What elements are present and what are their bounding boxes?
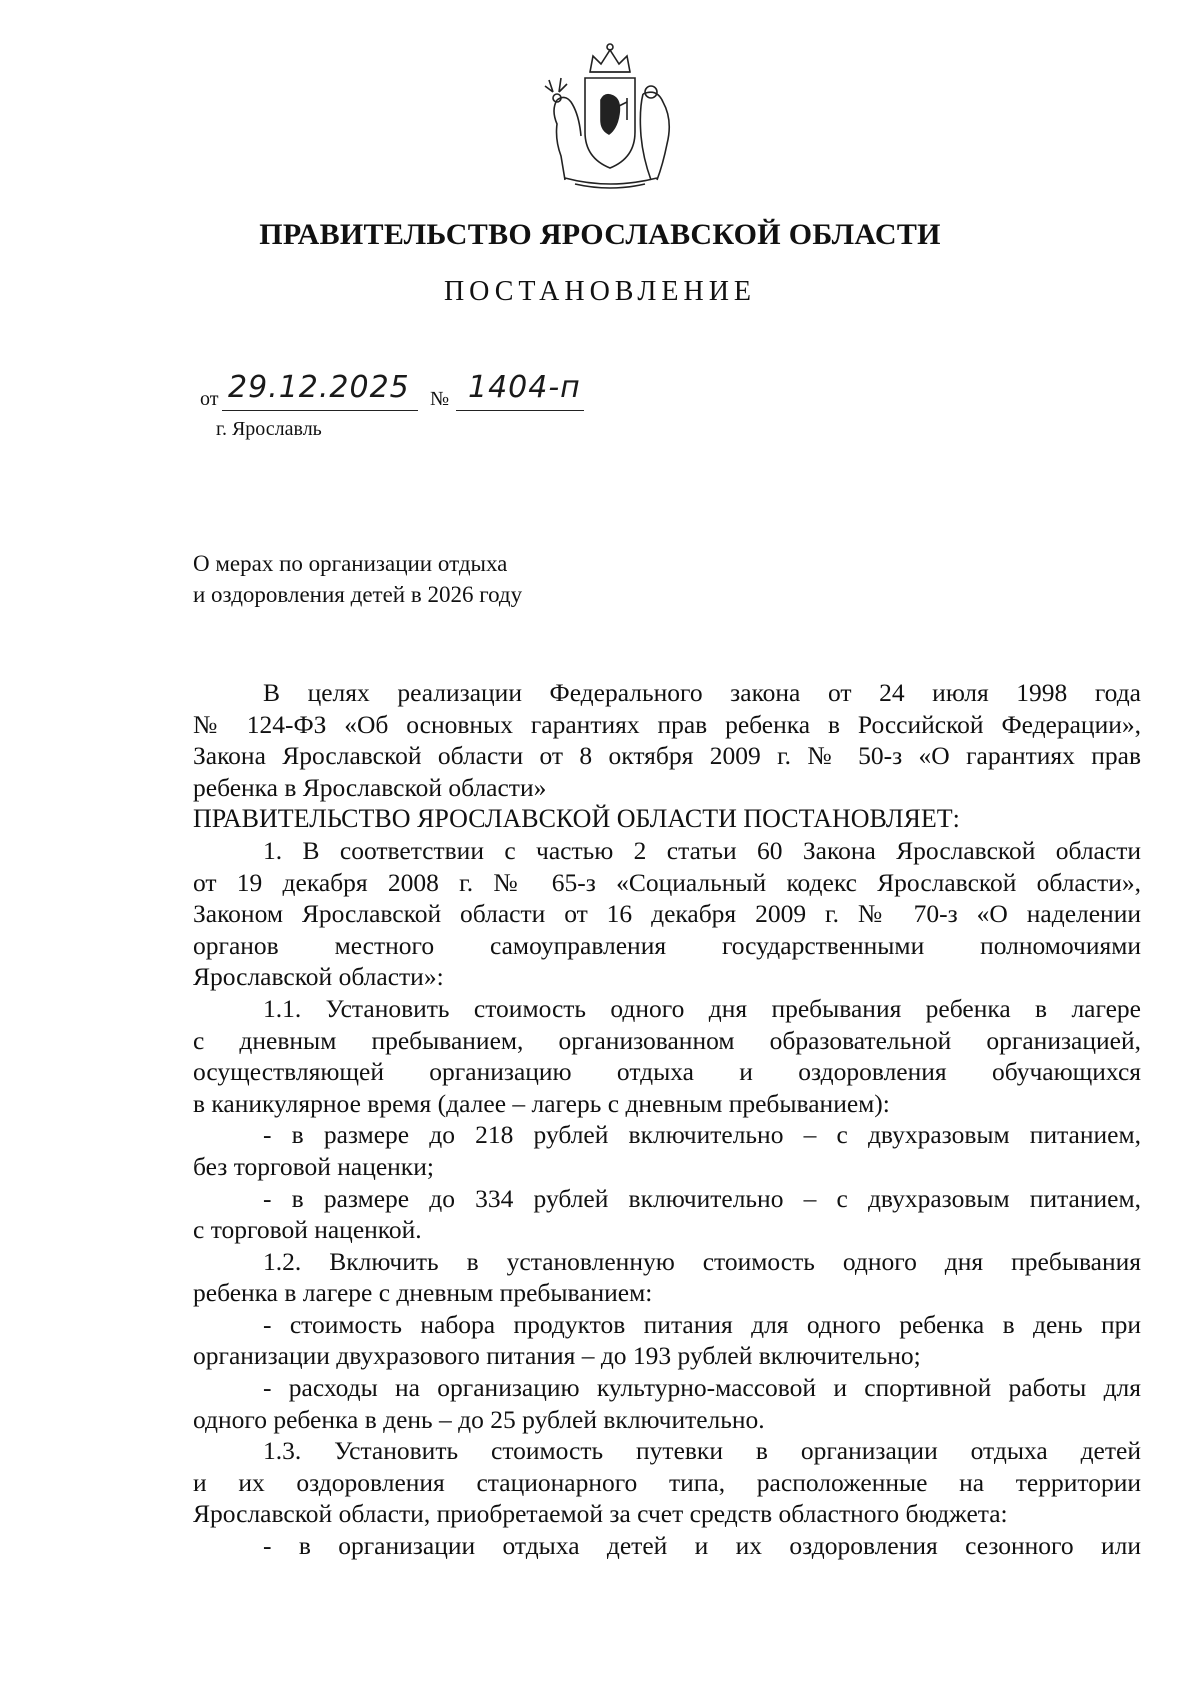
body-line: и их оздоровления стационарного типа, расположенные на территории — [193, 1467, 1141, 1497]
subject-line: О мерах по организации отдыха — [193, 551, 508, 576]
body-line: Ярославской области»: — [193, 962, 444, 992]
body-line: с торговой наценкой. — [193, 1215, 422, 1245]
handwritten-date: 29.12.2025 — [228, 370, 410, 405]
document-subject — [193, 548, 522, 610]
body-line: - в организации отдыха детей и их оздоровления сезонного или — [263, 1531, 1141, 1561]
body-line: № 124-ФЗ «Об основных гарантиях прав ребенка в Российской Федерации», — [193, 709, 1141, 739]
document-type-title: ПОСТАНОВЛЕНИЕ — [443, 276, 757, 307]
body-line: организации двухразового питания – до 193 рублей включительно; — [193, 1341, 921, 1371]
date-prefix: от — [200, 388, 219, 410]
body-line: 1. В соответствии с частью 2 статьи 60 Закона Ярославской области — [263, 835, 1141, 865]
number-prefix: № — [430, 388, 450, 410]
number-underline — [456, 410, 584, 411]
body-line: органов местного самоуправления государственными полномочиями — [193, 930, 1141, 960]
body-line: - расходы на организацию культурно-массовой и спортивной работы для — [263, 1373, 1141, 1403]
body-line: ребенка в Ярославской области» — [193, 772, 547, 802]
body-line: Ярославской области, приобретаемой за счет средств областного бюджета: — [193, 1499, 1008, 1529]
city-label: г. Ярославль — [216, 418, 322, 440]
body-line: 1.3. Установить стоимость путевки в организации отдыха детей — [263, 1436, 1141, 1466]
document-requisites — [200, 370, 660, 414]
body-line: - в размере до 334 рублей включительно – с двухразовым питанием, — [263, 1183, 1141, 1213]
subject-line: и оздоровления детей в 2026 году — [193, 582, 523, 607]
body-line: осуществляющей организацию отдыха и оздоровления обучающихся — [193, 1057, 1141, 1087]
body-line: ПРАВИТЕЛЬСТВО ЯРОСЛАВСКОЙ ОБЛАСТИ ПОСТАНОВЛЯЕТ: — [193, 804, 960, 834]
government-title: ПРАВИТЕЛЬСТВО ЯРОСЛАВСКОЙ ОБЛАСТИ — [259, 218, 941, 251]
body-line: Закона Ярославской области от 8 октября 2009 г. № 50-з «О гарантиях прав — [193, 741, 1141, 771]
body-line: - в размере до 218 рублей включительно – с двухразовым питанием, — [263, 1120, 1141, 1150]
body-line: без торговой наценки; — [193, 1151, 434, 1181]
document-body — [193, 677, 1141, 1562]
body-line: В целях реализации Федерального закона от 24 июля 1998 года — [263, 678, 1141, 707]
body-line: - стоимость набора продуктов питания для одного ребенка в день при — [263, 1309, 1141, 1339]
body-line: 1.2. Включить в установленную стоимость одного дня пребывания — [263, 1246, 1141, 1276]
body-line: с дневным пребыванием, организованном образовательной организацией, — [193, 1025, 1141, 1055]
body-line: Законом Ярославской области от 16 декабря 2009 г. № 70-з «О наделении — [193, 899, 1141, 929]
body-line: от 19 декабря 2008 г. № 65-з «Социальный кодекс Ярославской области», — [193, 867, 1141, 897]
body-line: в каникулярное время (далее – лагерь с дневным пребыванием): — [193, 1088, 890, 1118]
body-line: ребенка в лагере с дневным пребыванием: — [193, 1278, 653, 1308]
handwritten-number: 1404-п — [468, 370, 581, 405]
date-underline — [222, 410, 418, 411]
body-line: одного ребенка в день – до 25 рублей включительно. — [193, 1404, 765, 1434]
coat-of-arms-icon — [535, 40, 685, 190]
body-line: 1.1. Установить стоимость одного дня пребывания ребенка в лагере — [263, 993, 1141, 1023]
